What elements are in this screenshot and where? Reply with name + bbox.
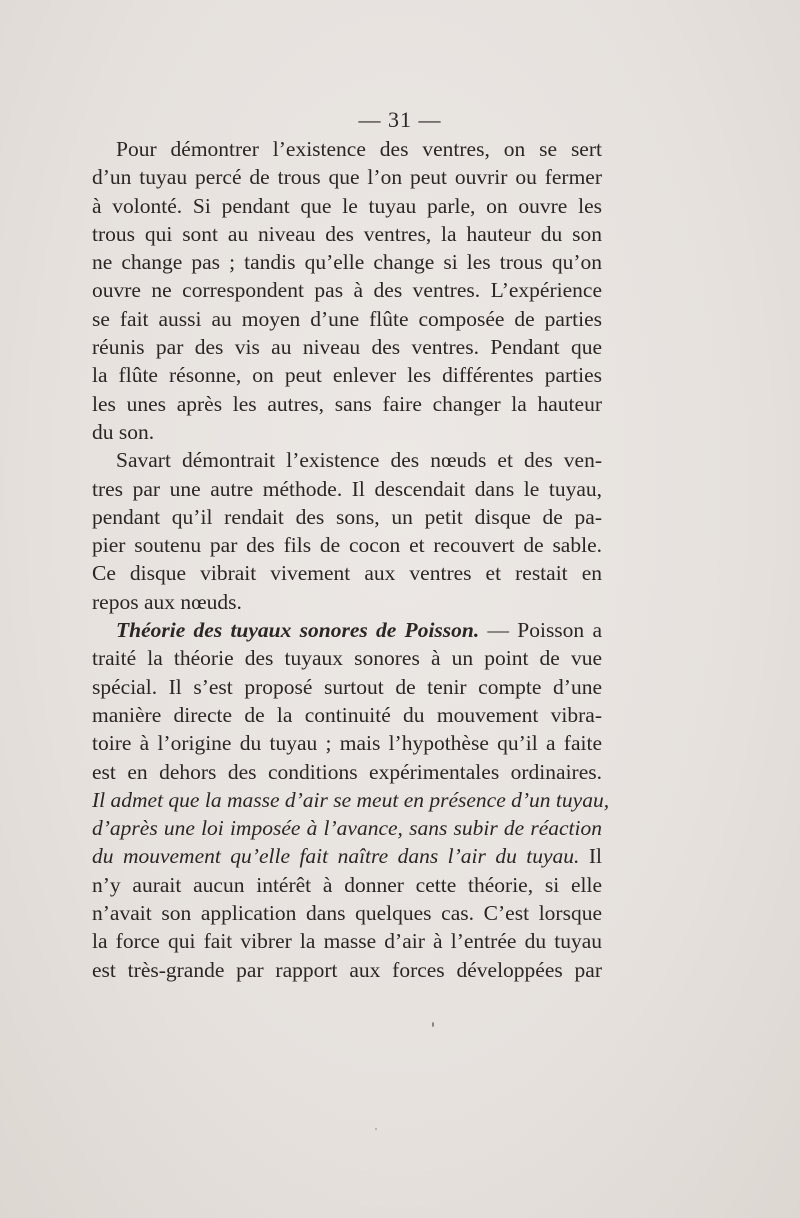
heading-continuation: — Poisson a [487, 618, 602, 643]
text-line: n’avait son application dans quelques cas. C’est lorsque [92, 901, 602, 926]
text-line: Pour démontrer l’existence des ventres, on se sert [116, 137, 602, 161]
text-line: n’y aurait aucun intérêt à donner cette théorie, si elle [92, 872, 602, 897]
italic-text-line: d’après une loi imposée à l’avance, sans subir de réaction [92, 816, 602, 841]
paper-speck [432, 1022, 434, 1027]
heading-line [92, 616, 602, 644]
paragraph-2 [92, 446, 602, 616]
roman-text: Il [579, 844, 602, 869]
text-line: tres par une autre méthode. Il descendait dans le tuyau, [92, 476, 602, 501]
page-number: — 31 — [358, 107, 442, 132]
text-line: est très-grande par rapport aux forces développées par [92, 957, 602, 982]
text-line: ne change pas ; tandis qu’elle change si les trous qu’on [92, 250, 602, 275]
text-line: la force qui fait vibrer la masse d’air à l’entrée du tuyau [92, 929, 602, 954]
text-line: Savart démontrait l’existence des nœuds et des ven- [116, 448, 602, 473]
italic-text-line: Il admet que la masse d’air se meut en présence d’un tuyau, [92, 787, 610, 812]
text-line: est en dehors des conditions expérimentales ordinaires. [92, 759, 602, 784]
text-line: d’un tuyau percé de trous que l’on peut ouvrir ou fermer [92, 165, 602, 190]
text-line: réunis par des vis au niveau des ventres. Pendant que [92, 335, 602, 360]
text-line: ouvre ne correspondent pas à des ventres. L’expérience [92, 278, 602, 303]
text-line: pier soutenu par des fils de cocon et recouvert de sable. [92, 533, 602, 558]
text-line: la flûte résonne, on peut enlever les différentes parties [92, 363, 602, 388]
italic-text: du mouvement qu’elle fait naître dans l’air du tuyau. [92, 844, 580, 869]
text-line: pendant qu’il rendait des sons, un petit disque de pa- [92, 504, 602, 529]
paragraph-3 [92, 616, 610, 984]
section-heading: Théorie des tuyaux sonores de Poisson. [116, 618, 480, 643]
text-line: repos aux nœuds. [92, 589, 242, 614]
paragraph-1 [92, 135, 602, 446]
text-line: spécial. Il s’est proposé surtout de tenir compte d’une [92, 674, 602, 699]
mixed-text-line [92, 842, 602, 870]
body-text [92, 135, 610, 984]
text-line: les unes après les autres, sans faire changer la hauteur [92, 391, 602, 416]
text-line: traité la théorie des tuyaux sonores à un point de vue [92, 646, 602, 671]
text-line: trous qui sont au niveau des ventres, la hauteur du son [92, 221, 602, 246]
paper-speck [375, 1128, 377, 1130]
text-line: du son. [92, 419, 155, 444]
text-line: manière directe de la continuité du mouvement vibra- [92, 702, 602, 727]
text-line: à volonté. Si pendant que le tuyau parle, on ouvre les [92, 193, 602, 218]
text-line: se fait aussi au moyen d’une flûte composée de parties [92, 306, 602, 331]
text-line: Ce disque vibrait vivement aux ventres et restait en [92, 561, 602, 586]
text-line: toire à l’origine du tuyau ; mais l’hypothèse qu’il a faite [92, 731, 602, 756]
